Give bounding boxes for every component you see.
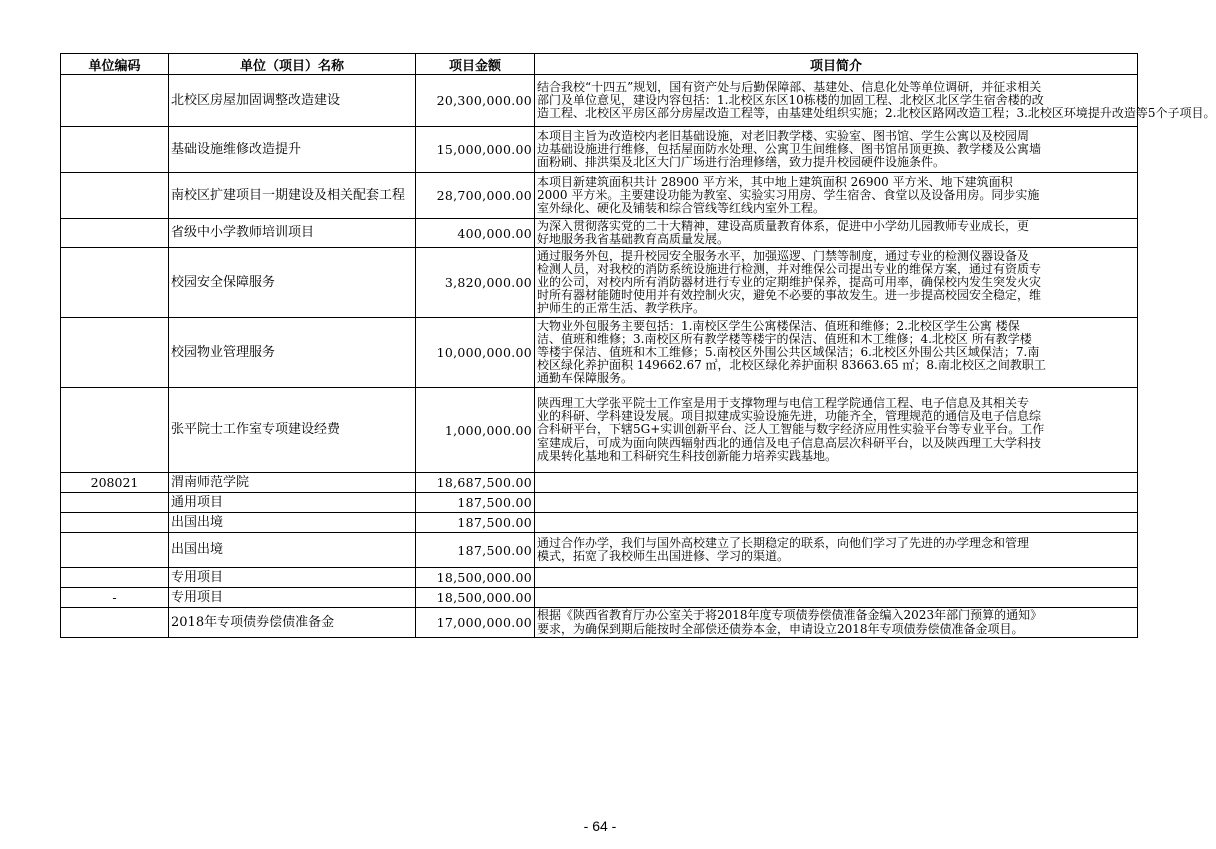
amount-cell: 3,820,000.00 [416,248,535,318]
unit-name-cell: 校园物业管理服务 [169,318,416,388]
description-line: 本项目新建筑面积共计 28900 平方米，其中地上建筑面积 26900 平方米、地下建筑面积 [537,174,1013,189]
description-line: 检测人员，对我校的消防系统设施进行检测，并对维保公司提出专业的维保方案，通过有资质专 [537,261,1042,276]
description-line: 洁、值班和维修；3.南校区所有教学楼等楼宇的保洁、值班和木工维修；4.北校区 所有教学楼 [537,331,1032,346]
description-line: 合科研平台，下辖5G+实训创新平台、泛人工智能与数字经济应用性实验平台等专业平台。工作 [537,422,1045,437]
table-row [61,388,1138,473]
description-line: 时所有器材能随时使用并有效控制火灾，避免不必要的事故发生。进一步提高校园安全稳定，维 [537,288,1042,303]
description-line: 本项目主旨为改造校内老旧基础设施，对老旧教学楼、实验室、图书馆、学生公寓以及校园周 [537,128,1030,143]
unit-code-cell [61,533,169,568]
unit-name-cell: 基础设施维修改造提升 [169,127,416,173]
description-cell [535,318,1138,388]
description-line: 结合我校“十四五”规划，国有资产处与后勤保障部、基建处、信息化处等单位调研，并征求相关 [537,79,1042,94]
description-line: 边基础设施进行维修，包括屋面防水处理、公寓卫生间维修、图书馆吊顶更换、教学楼及公寓墙 [537,141,1042,156]
description-cell [535,473,1138,493]
unit-name-cell: 2018年专项债券偿债准备金 [169,608,416,638]
unit-code-cell [61,75,169,127]
description-line: 室外绿化、硬化及铺装和综合管线等红线内室外工程。 [537,201,826,216]
table-row [61,513,1138,533]
header-unit-name: 单位（项目）名称 [169,54,416,75]
unit-code-cell [61,173,169,219]
description-line: 通过合作办学，我们与国外高校建立了长期稳定的联系，向他们学习了先进的办学理念和管理 [537,535,1030,550]
description-line: 业的科研、学科建设发展。项目拟建成实验设施先进，功能齐全，管理规范的通信及电子信息综 [537,409,1042,424]
description-line: 大物业外包服务主要包括：1.南校区学生公寓楼保洁、值班和维修；2.北校区学生公寓 楼保 [537,318,1020,333]
description-line: 部门及单位意见，建设内容包括：1.北校区东区10栋楼的加固工程、北校区北区学生宿舍楼的改 [537,92,1044,107]
description-cell [535,493,1138,513]
description-line: 校区绿化养护面积 149662.67 ㎡，北校区绿化养护面积 83663.65 ㎡；8.南北校区之间教职工 [537,358,1046,373]
amount-cell: 400,000.00 [416,219,535,248]
description-line: 室建成后，可成为面向陕西辐射西北的通信及电子信息高层次科研平台，以及陕西理工大学科技 [537,435,1042,450]
unit-name-cell: 张平院士工作室专项建设经费 [169,388,416,473]
table-row [61,219,1138,248]
unit-code-cell [61,318,169,388]
unit-name-cell: 北校区房屋加固调整改造建设 [169,75,416,127]
description-line: 成果转化基地和工科研究生科技创新能力培养实践基地。 [537,448,838,463]
unit-code-cell [61,513,169,533]
description-cell [535,127,1138,173]
budget-project-table [60,53,1216,638]
amount-cell: 20,300,000.00 [416,75,535,127]
description-line: 好地服务我省基础教育高质量发展。 [537,232,730,246]
description-cell [535,588,1138,608]
unit-name-cell: 出国出境 [169,533,416,568]
unit-name-cell: 省级中小学教师培训项目 [169,219,416,248]
unit-code-cell [61,127,169,173]
description-line: 护师生的正常生活、教学秩序。 [537,301,706,316]
unit-name-cell: 专用项目 [169,568,416,588]
description-line: 业的公司，对校内所有消防器材进行专业的定期维护保养，提高可用率，确保校内发生突发火灾 [537,274,1042,289]
unit-name-cell: 校园安全保障服务 [169,248,416,318]
table-row [61,493,1138,513]
table-row [61,588,1138,608]
header-amount: 项目金额 [416,54,535,75]
unit-code-cell [61,608,169,638]
amount-cell: 18,687,500.00 [416,473,535,493]
table-row [61,318,1138,388]
amount-cell: 187,500.00 [416,513,535,533]
amount-cell: 28,700,000.00 [416,173,535,219]
table-row [61,568,1138,588]
description-line: 2000 平方米。主要建设功能为教室、实验实习用房、学生宿舍、食堂以及设备用房。同步实施 [537,187,1040,202]
description-cell [535,388,1138,473]
description-cell [535,533,1138,568]
description-line: 要求，为确保到期后能按时全部偿还债券本金，申请设立2018年专项债券偿债准备金项目。 [537,621,1024,636]
unit-name-cell: 南校区扩建项目一期建设及相关配套工程 [169,173,416,219]
table-row [61,248,1138,318]
amount-cell: 1,000,000.00 [416,388,535,473]
table-row [61,127,1138,173]
unit-code-cell [61,248,169,318]
description-line: 造工程、北校区平房区部分房屋改造工程等，由基建处组织实施；2.北校区路网改造工程；3.北校区环境提升改造等5个子项目。 [537,106,1216,121]
amount-cell: 10,000,000.00 [416,318,535,388]
table-row [61,473,1138,493]
amount-cell: 187,500.00 [416,533,535,568]
description-cell [535,513,1138,533]
table-header-row [61,54,1138,75]
table-row [61,75,1138,127]
description-line: 通勤车保障服务。 [537,371,634,386]
table-row [61,608,1138,638]
table-row [61,173,1138,219]
unit-name-cell: 专用项目 [169,588,416,608]
description-line: 等楼宇保洁、值班和木工维修；5.南校区外围公共区域保洁；6.北校区外围公共区域保洁；7.南 [537,344,1040,359]
unit-code-cell [61,388,169,473]
description-cell [535,219,1138,248]
amount-cell: 17,000,000.00 [416,608,535,638]
unit-name-cell: 出国出境 [169,513,416,533]
unit-code-cell [61,219,169,248]
table-row [61,533,1138,568]
unit-code-cell [61,493,169,513]
unit-code-cell: - [61,588,169,608]
description-line: 陕西理工大学张平院士工作室是用于支撑物理与电信工程学院通信工程、电子信息及其相关专 [537,396,1030,411]
description-cell [535,75,1216,127]
amount-cell: 18,500,000.00 [416,568,535,588]
header-unit-code: 单位编码 [61,54,169,75]
description-cell [535,173,1138,219]
amount-cell: 15,000,000.00 [416,127,535,173]
unit-name-cell: 通用项目 [169,493,416,513]
description-cell [535,568,1138,588]
unit-name-cell: 渭南师范学院 [169,473,416,493]
amount-cell: 18,500,000.00 [416,588,535,608]
description-line: 面粉刷、排洪渠及北区大门广场进行治理修缮，致力提升校园硬件设施条件。 [537,155,946,170]
unit-code-cell: 208021 [61,473,169,493]
description-cell [535,248,1138,318]
page-number: - 64 - [583,818,617,834]
unit-code-cell [61,568,169,588]
description-line: 模式，拓宽了我校师生出国进修、学习的渠道。 [537,549,790,563]
description-line: 通过服务外包，提升校园安全服务水平，加强巡逻、门禁等制度，通过专业的检测仪器设备及 [537,248,1030,263]
description-line: 根据《陕西省教育厅办公室关于将2018年度专项债券偿债准备金编入2023年部门预算的通知》 [537,608,1043,623]
amount-cell: 187,500.00 [416,493,535,513]
header-description: 项目简介 [535,54,1138,75]
description-cell [535,608,1138,638]
table-body [61,75,1216,638]
description-line: 为深入贯彻落实党的二十大精神，建设高质量教育体系，促进中小学幼儿园教师专业成长，更 [537,218,1030,233]
